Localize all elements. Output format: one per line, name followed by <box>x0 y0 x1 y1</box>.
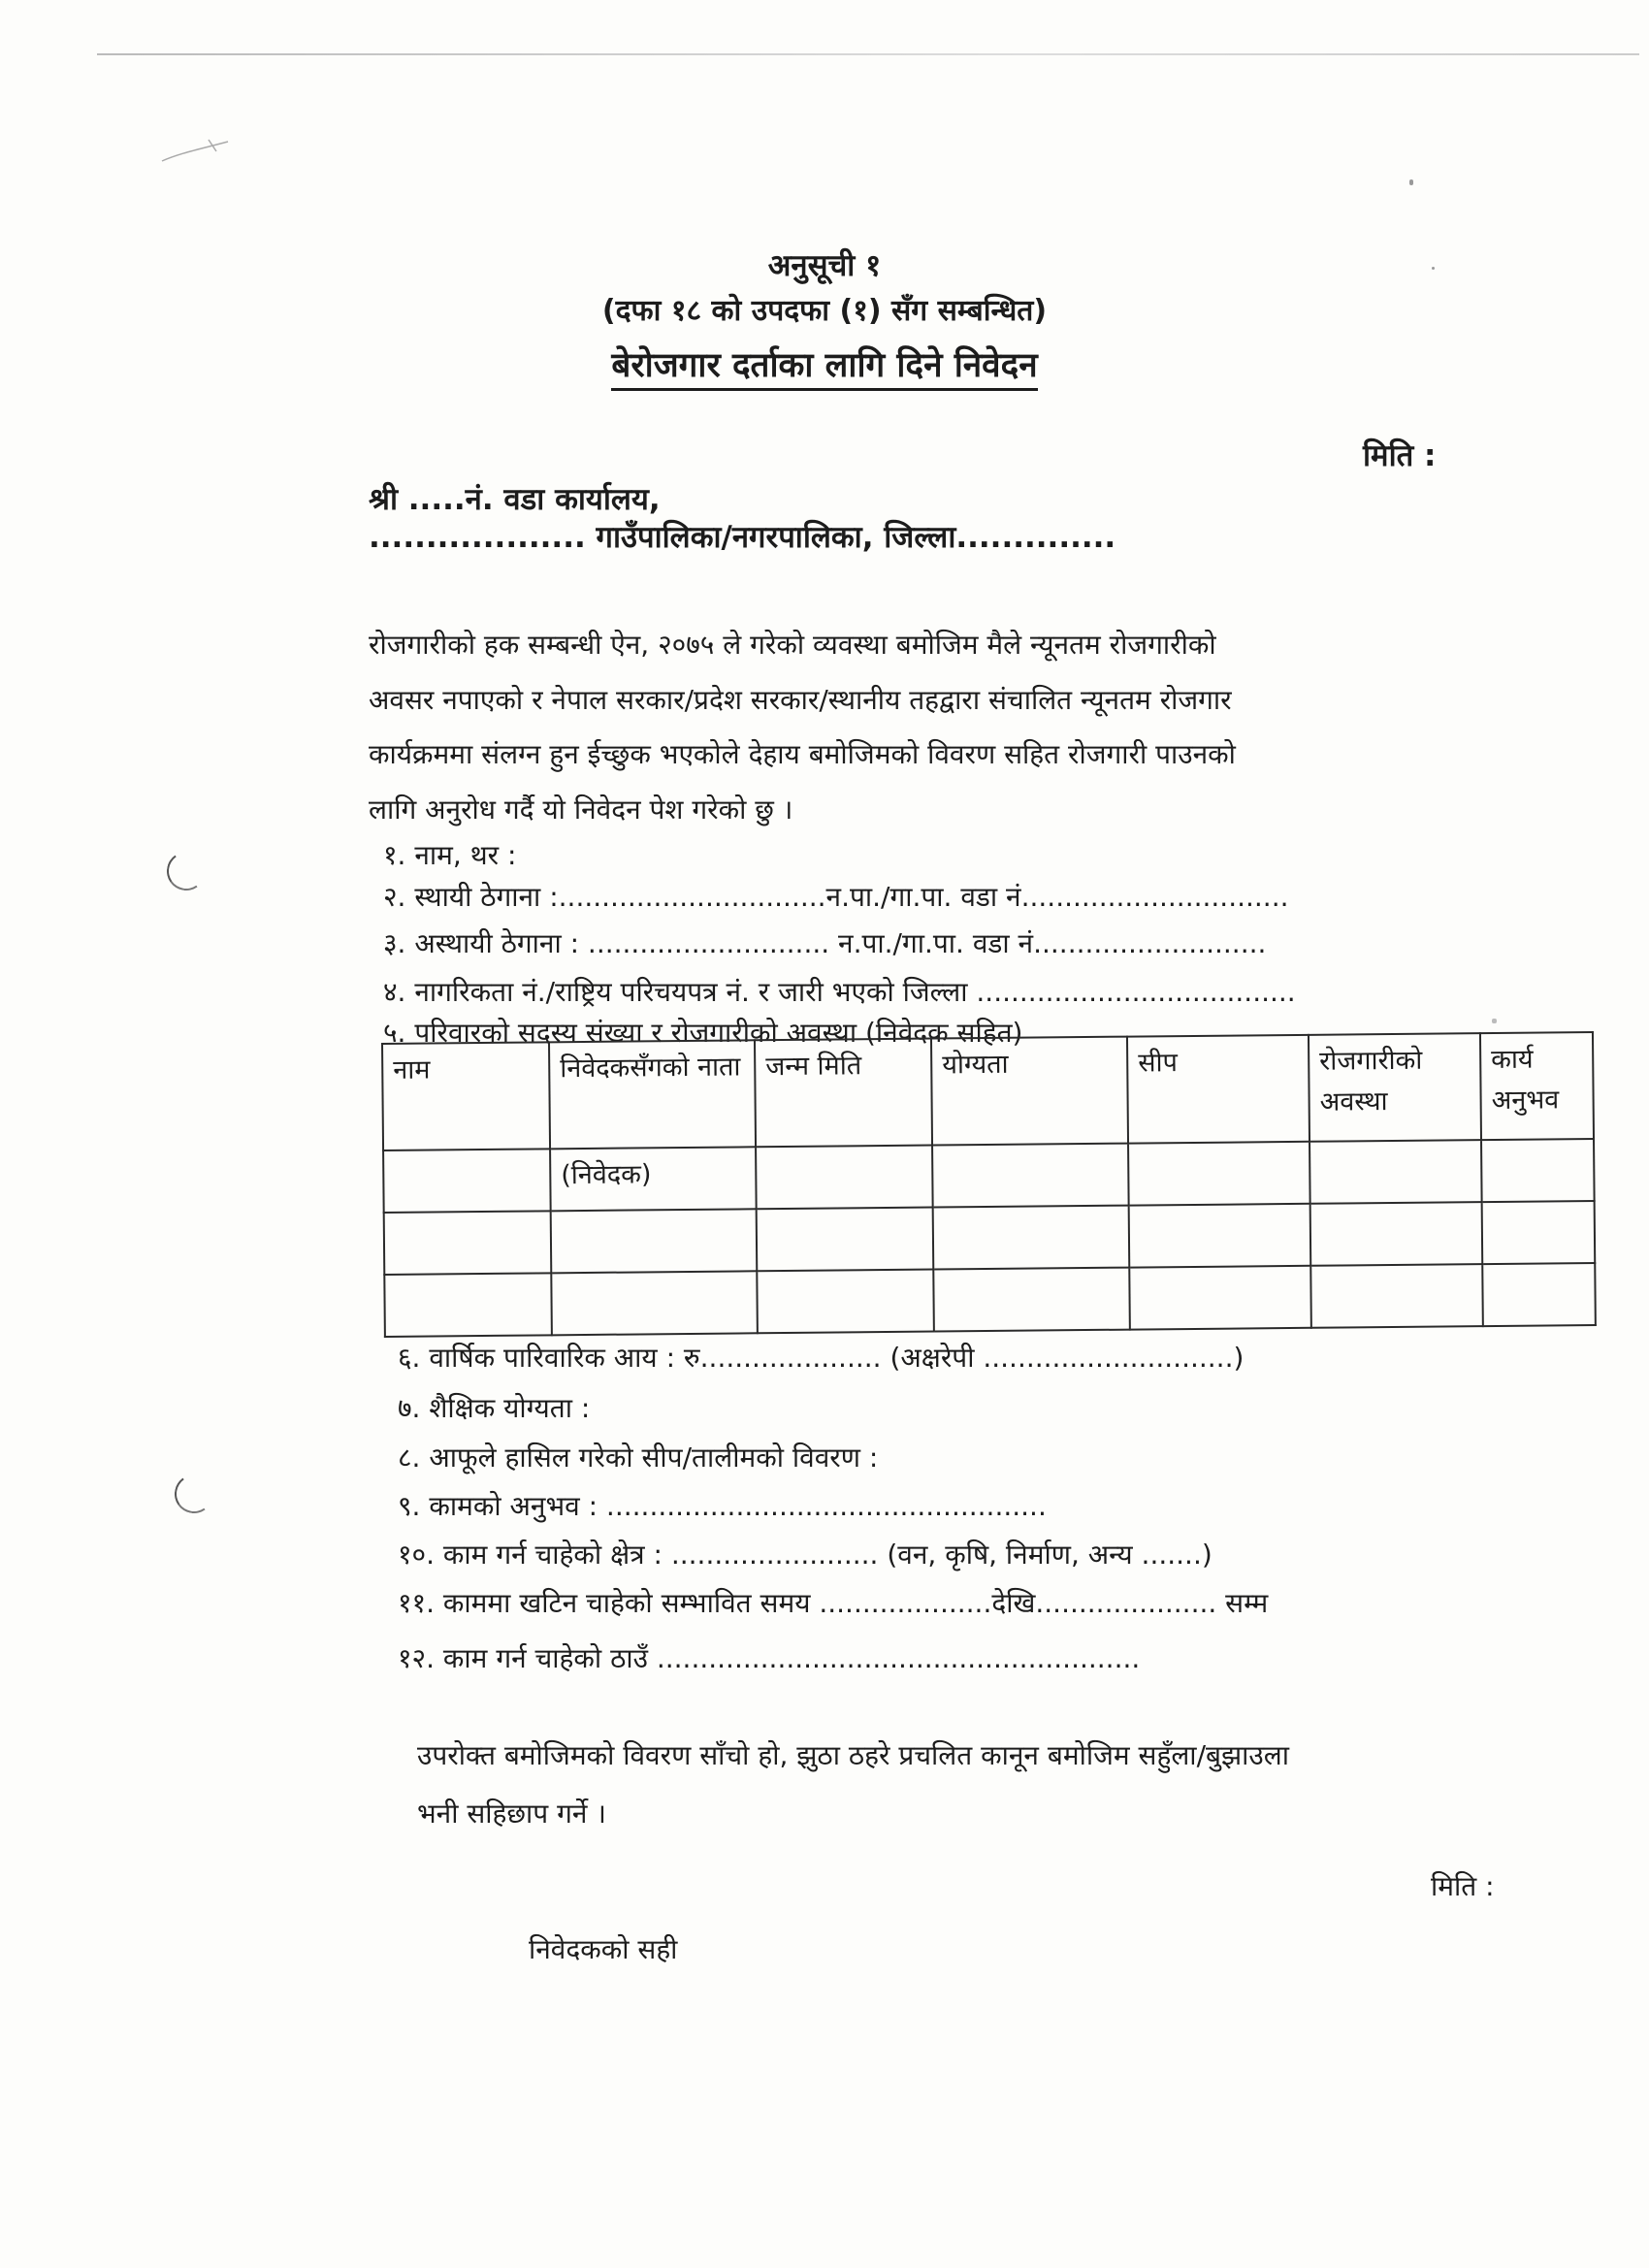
col-header-skill: सीप <box>1127 1035 1310 1144</box>
field-annual-income: ६. वार्षिक पारिवारिक आय : रु..................... (अक्षरेपी .............................) <box>398 1342 1245 1374</box>
table-cell <box>1481 1139 1595 1202</box>
signature-label: निवेदकको सही <box>529 1933 678 1965</box>
table-cell <box>384 1273 552 1337</box>
scan-speck <box>1492 1019 1497 1023</box>
table-cell <box>932 1144 1129 1208</box>
date-label-bottom: मिति : <box>1431 1870 1495 1902</box>
declaration-line-1: उपरोक्त बमोजिमको विवरण साँचो हो, झुठा ठहरे प्रचलित कानून बमोजिम सहुँला/बुझाउला <box>417 1739 1289 1771</box>
scan-edge-line <box>97 53 1639 55</box>
table-cell <box>551 1271 758 1335</box>
form-title-text: बेरोजगार दर्ताका लागि दिने निवेदन <box>611 346 1037 391</box>
addressee-line-2: ................... गाउँपालिका/नगरपालिका, जिल्ला.............. <box>369 520 1116 555</box>
table-cell <box>933 1268 1130 1332</box>
table-cell <box>384 1211 552 1275</box>
schedule-heading: अनुसूची १ <box>767 248 882 283</box>
table-cell <box>757 1270 934 1334</box>
col-header-employment-status: रोजगारीको अवस्था <box>1309 1033 1481 1142</box>
addressee-line-1: श्री .....नं. वडा कार्यालय, <box>369 482 661 517</box>
scan-speck <box>1409 179 1413 185</box>
pen-mark <box>160 136 238 165</box>
punch-hole <box>164 849 209 893</box>
field-name: १. नाम, थर : <box>383 839 517 871</box>
col-header-qualification: योग्यता <box>931 1037 1128 1146</box>
table-cell <box>756 1146 933 1210</box>
date-label-top: मिति : <box>1363 438 1437 473</box>
table-row <box>384 1201 1596 1275</box>
table-cell <box>383 1149 551 1213</box>
declaration-line-2: भनी सहिछाप गर्ने । <box>417 1798 606 1830</box>
body-line-3: कार्यक्रममा संलग्न हुन ईच्छुक भएकोले देहाय बमोजिमको विवरण सहित रोजगारी पाउनको <box>369 738 1236 770</box>
table-cell <box>1128 1142 1310 1206</box>
table-cell <box>1129 1204 1311 1268</box>
table-row <box>384 1263 1596 1337</box>
table-cell <box>1310 1264 1483 1328</box>
field-available-period: ११. काममा खटिन चाहेको सम्भावित समय ....................देखि..................... सम्म <box>398 1587 1269 1619</box>
section-reference: (दफा १८ को उपदफा (१) सँग सम्बन्धित) <box>601 294 1048 328</box>
field-desired-sector: १०. काम गर्न चाहेको क्षेत्र : ........................ (वन, कृषि, निर्माण, अन्य .......) <box>398 1539 1212 1571</box>
punch-hole <box>172 1472 216 1516</box>
table-cell <box>1310 1140 1482 1204</box>
form-title <box>0 341 1649 387</box>
field-citizenship: ४. नागरिकता नं./राष्ट्रिय परिचयपत्र नं. र जारी भएको जिल्ला ..................................... <box>383 976 1296 1008</box>
table-cell <box>1482 1263 1596 1326</box>
table-cell <box>1310 1202 1483 1266</box>
col-header-relation: निवेदकसँगको नाता <box>549 1040 756 1149</box>
table-cell <box>1129 1266 1311 1330</box>
table-cell <box>1482 1201 1596 1264</box>
col-header-name: नाम <box>382 1042 550 1150</box>
body-line-2: अवसर नपाएको र नेपाल सरकार/प्रदेश सरकार/स्थानीय तहद्वारा संचालित न्यूनतम रोजगार <box>369 684 1232 716</box>
table-cell <box>551 1209 758 1273</box>
field-permanent-address: २. स्थायी ठेगाना :...............................न.पा./गा.पा. वडा नं............................... <box>383 881 1289 913</box>
body-line-4: लागि अनुरोध गर्दै यो निवेदन पेश गरेको छु । <box>369 794 793 826</box>
family-table <box>381 1031 1597 1338</box>
field-family-members: ५. परिवारको सदस्य संख्या र रोजगारीको अवस्था (निवेदक सहित) <box>383 1017 1023 1049</box>
col-header-dob: जन्म मिति <box>755 1039 932 1148</box>
field-temporary-address: ३. अस्थायी ठेगाना : ............................ न.पा./गा.पा. वडा नं........................... <box>383 927 1267 959</box>
table-header-row <box>382 1032 1594 1150</box>
body-line-1: रोजगारीको हक सम्बन्धी ऐन, २०७५ ले गरेको व्यवस्था बमोजिम मैले न्यूनतम रोजगारीको <box>369 629 1216 661</box>
table-cell <box>757 1208 934 1272</box>
field-education: ७. शैक्षिक योग्यता : <box>398 1392 591 1424</box>
col-header-work-experience: कार्य अनुभव <box>1480 1032 1594 1140</box>
field-desired-place: १२. काम गर्न चाहेको ठाउँ ........................................................ <box>398 1642 1141 1674</box>
field-work-experience: ९. कामको अनुभव : ................................................... <box>398 1490 1047 1522</box>
table-cell <box>933 1206 1130 1270</box>
table-row <box>383 1139 1595 1213</box>
field-skills-training: ८. आफूले हासिल गरेको सीप/तालीमको विवरण : <box>398 1442 879 1474</box>
table-cell-applicant: (निवेदक) <box>550 1147 757 1211</box>
